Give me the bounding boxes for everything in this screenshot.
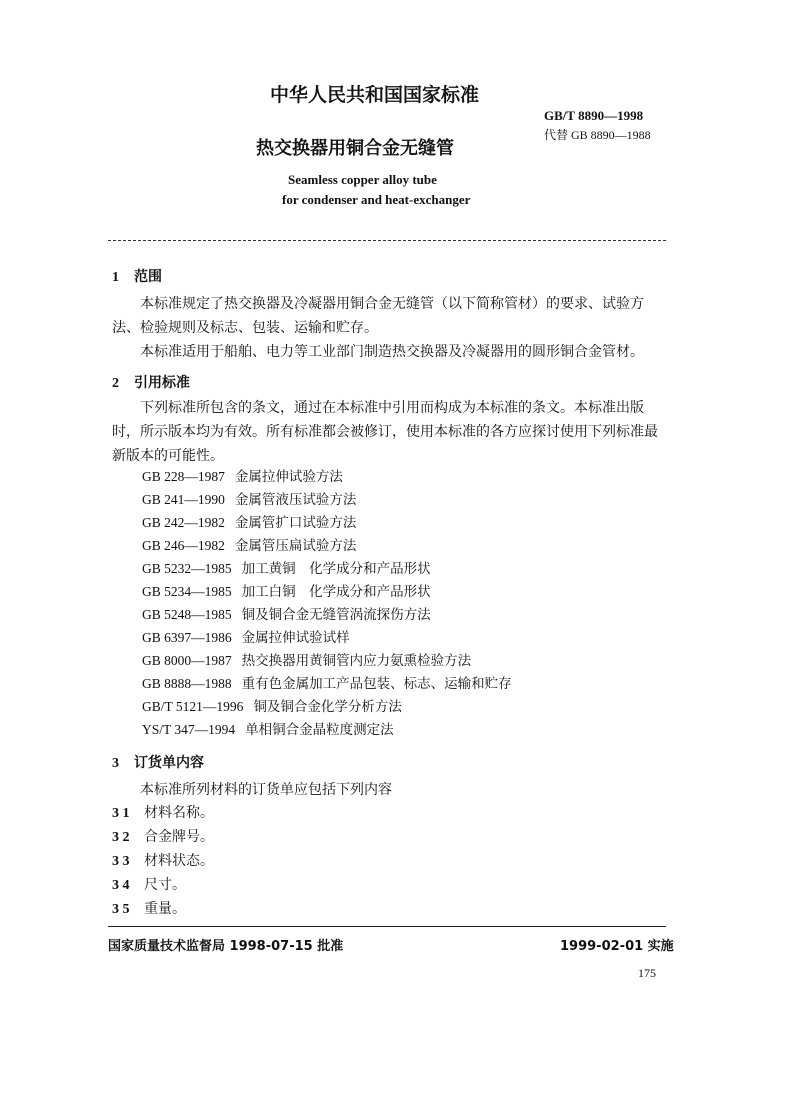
document-title-en-line2: for condenser and heat-exchanger (282, 192, 471, 207)
order-item (112, 898, 186, 918)
document-title-cn: 热交换器用铜合金无缝管 (256, 138, 454, 159)
section-2-paragraph: 下列标准所包含的条文，通过在本标准中引用而构成为本标准的条文。本标准出版时，所示版本均为有效。所有标准都会被修订，使用本标准的各方应探讨使用下列标准最新版本的可能性。 (112, 400, 658, 464)
order-item-text: 重量。 (144, 901, 186, 917)
reference-title: 重有色金属加工产品包装、标志、运输和贮存 (241, 676, 512, 692)
reference-item (142, 603, 431, 623)
order-item-text: 尺寸。 (144, 877, 186, 893)
reference-title: 热交换器用黄铜管内应力氨熏检验方法 (241, 653, 472, 669)
reference-title: 加工白铜 化学成分和产品形状 (241, 584, 431, 600)
reference-code: YS/T 347—1994 (142, 722, 236, 737)
section-3-intro: 本标准所列材料的订货单应包括下列内容 (140, 782, 392, 798)
reference-item (142, 672, 512, 692)
section-3-title: 订货单内容 (134, 755, 204, 771)
reference-code: GB 5248—1985 (142, 607, 232, 622)
order-item-number: 3 4 (112, 878, 130, 893)
section-1-title: 范围 (134, 269, 162, 285)
reference-code: GB 241—1990 (142, 492, 225, 507)
standard-number: GB/T 8890—1998 (544, 108, 644, 123)
approval-line: 国家质量技术监督局 1998-07-15 批准 (108, 939, 344, 954)
reference-item (142, 534, 356, 554)
reference-title: 铜及铜合金无缝管涡流探伤方法 (241, 607, 431, 623)
reference-title: 金属拉伸试验方法 (234, 469, 343, 485)
reference-item (142, 580, 431, 600)
reference-title: 金属管压扁试验方法 (234, 538, 357, 554)
order-item (112, 874, 186, 894)
section-1-heading (112, 266, 162, 286)
order-item-number: 3 1 (112, 806, 130, 821)
order-item (112, 826, 214, 846)
reference-code: GB/T 5121—1996 (142, 699, 244, 714)
reference-code: GB 8888—1988 (142, 676, 232, 691)
section-1-number: 1 (112, 270, 119, 285)
section-1-paragraph-2: 本标准适用于船舶、电力等工业部门制造热交换器及冷凝器用的圆形铜合金管材。 (140, 344, 644, 360)
section-2-number: 2 (112, 376, 119, 391)
page-number: 175 (638, 966, 656, 980)
reference-item (142, 511, 356, 531)
reference-code: GB 246—1982 (142, 538, 225, 553)
order-item-number: 3 3 (112, 854, 130, 869)
reference-code: GB 228—1987 (142, 469, 225, 484)
reference-item (142, 465, 343, 485)
national-standard-title: 中华人民共和国国家标准 (270, 84, 480, 106)
reference-title: 加工黄铜 化学成分和产品形状 (241, 561, 431, 577)
replaces-standard: 代替 GB 8890—1988 (544, 128, 651, 142)
reference-title: 金属管液压试验方法 (234, 492, 357, 508)
section-3-number: 3 (112, 756, 119, 771)
reference-item (142, 695, 402, 715)
section-1-paragraph-1: 本标准规定了热交换器及冷凝器用铜合金无缝管（以下简称管材）的要求、试验方法、检验规则及标志、包装、运输和贮存。 (112, 296, 644, 336)
order-item-number: 3 5 (112, 902, 130, 917)
reference-item (142, 649, 471, 669)
section-2-title: 引用标准 (134, 375, 190, 391)
reference-title: 单相铜合金晶粒度测定法 (245, 722, 394, 738)
reference-code: GB 5234—1985 (142, 584, 232, 599)
order-item (112, 850, 214, 870)
footer-divider (108, 926, 666, 927)
section-3-heading (112, 752, 204, 772)
reference-title: 金属拉伸试验试样 (241, 630, 350, 646)
reference-code: GB 6397—1986 (142, 630, 232, 645)
order-item-text: 合金牌号。 (144, 829, 214, 845)
reference-item (142, 488, 356, 508)
reference-code: GB 5232—1985 (142, 561, 232, 576)
header-divider (108, 240, 666, 241)
section-2-heading (112, 372, 190, 392)
reference-item (142, 626, 350, 646)
order-item-text: 材料状态。 (144, 853, 214, 869)
order-item (112, 802, 214, 822)
reference-title: 铜及铜合金化学分析方法 (253, 699, 402, 715)
order-item-number: 3 2 (112, 830, 130, 845)
reference-code: GB 8000—1987 (142, 653, 232, 668)
reference-item (142, 557, 431, 577)
reference-item (142, 718, 394, 738)
document-title-en-line1: Seamless copper alloy tube (288, 172, 437, 187)
order-item-text: 材料名称。 (144, 805, 214, 821)
implementation-date: 1999-02-01 实施 (560, 939, 674, 954)
reference-code: GB 242—1982 (142, 515, 225, 530)
reference-title: 金属管扩口试验方法 (234, 515, 357, 531)
